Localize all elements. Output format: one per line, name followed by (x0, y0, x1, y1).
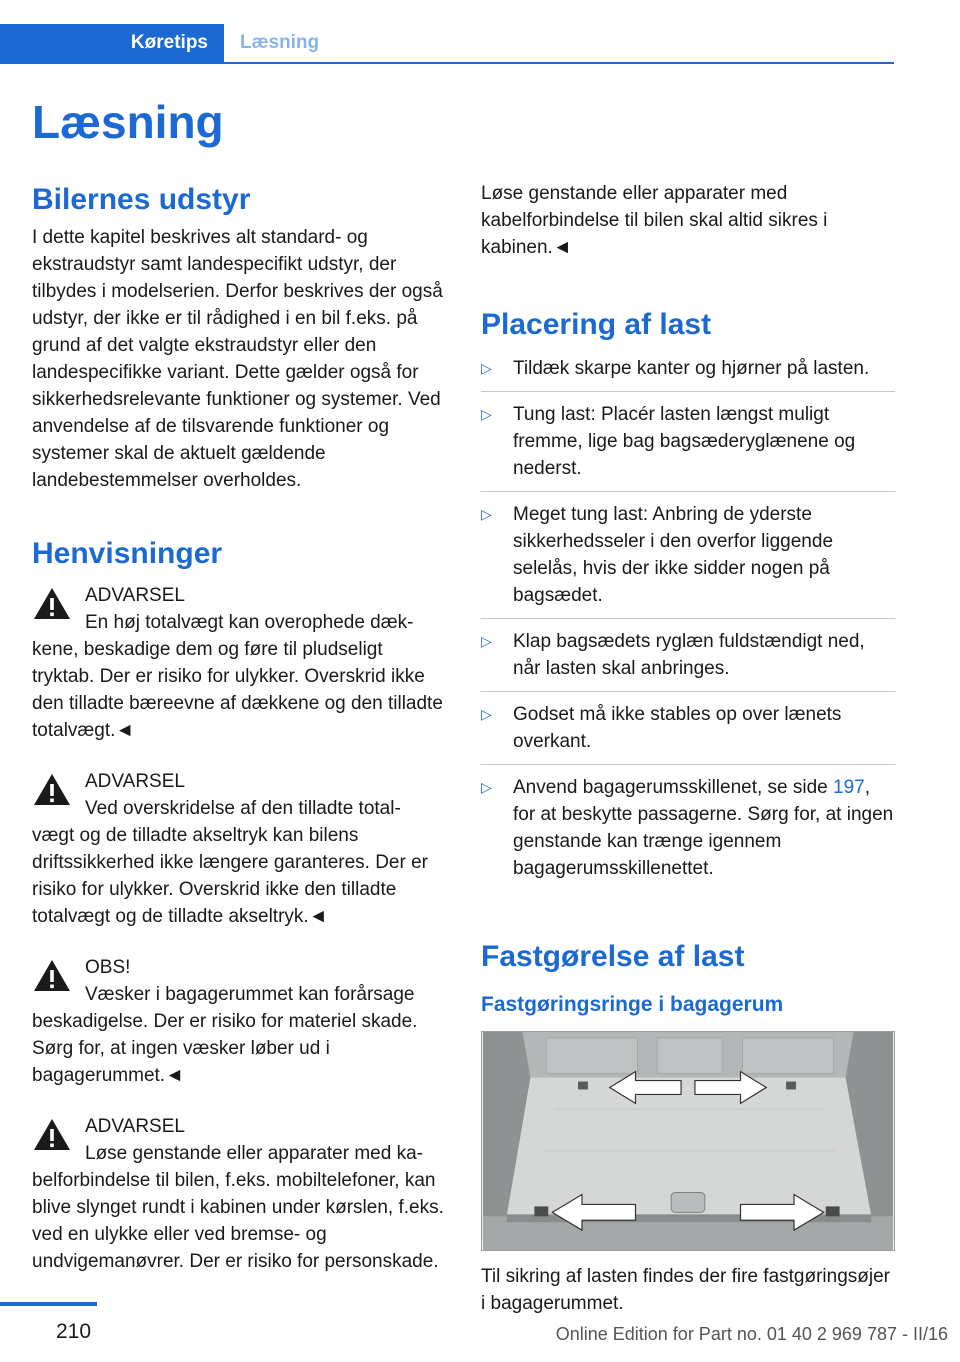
list-item (481, 628, 895, 692)
warning-lead: En høj totalvægt kan overophede dæk- (85, 612, 414, 633)
list-item-text-end: , for at beskytte passagerne. Sørg for, at ingen genstande kan trænge igennem bagagerumsskillenettet. (513, 777, 894, 879)
right-column (481, 180, 895, 1317)
warning-text: belforbindelse til bilen, f.eks. mobiltelefoner, kan blive slynget rundt i kabinen under kørslen, f.eks. ved en ulykke eller ved bremse- og undvigemanøvrer. Der er risiko for personskade. (32, 1170, 444, 1272)
warning-title: ADVARSEL (85, 771, 185, 792)
list-item-text: Meget tung last: Anbring de yderste sikkerhedsseler i den overfor liggende selelås, hvis der ikke sidder nogen på bagsædet. (513, 504, 834, 606)
tab-koretips[interactable] (0, 24, 224, 62)
warning-block (32, 1113, 446, 1275)
warning-triangle-icon (32, 772, 72, 808)
list-item (481, 401, 895, 492)
footer-rule (0, 1302, 97, 1306)
tab-koretips-label: Køretips (130, 32, 208, 53)
warning-triangle-icon (32, 958, 72, 994)
warning-title: ADVARSEL (85, 1116, 185, 1137)
placement-list (481, 355, 895, 891)
notice-block (32, 954, 446, 1089)
header-tabs (0, 24, 894, 64)
list-item-text: Klap bagsædets ryglæn fuldstændigt ned, når lasten skal anbringes. (513, 631, 865, 679)
cargo-area-photo (481, 1031, 895, 1251)
left-column (32, 180, 446, 1275)
list-item-text: Tildæk skarpe kanter og hjørner på lasten. (513, 358, 870, 379)
triangle-bullet-icon: ▷ (481, 633, 492, 649)
warning-continuation: Løse genstande eller apparater med kabelforbindelse til bilen skal altid sikres i kabinen.◄ (481, 183, 828, 258)
list-item (481, 501, 895, 619)
section-heading-bilernes-udstyr: Bilernes udstyr (32, 183, 251, 216)
triangle-bullet-icon: ▷ (481, 506, 492, 522)
triangle-bullet-icon: ▷ (481, 406, 492, 422)
warning-text: kene, beskadige dem og føre til pludseligt tryktab. Der er risiko for ulykker. Overskrid ikke den tilladte bæreevne af dækkene og den tilladte totalvægt.◄ (32, 639, 443, 741)
list-item (481, 701, 895, 765)
warning-block (32, 582, 446, 744)
warning-triangle-icon (32, 1117, 72, 1153)
warning-triangle-icon (32, 586, 72, 622)
subheading-fastgoringsringe: Fastgøringsringe i bagagerum (481, 993, 784, 1016)
list-item (481, 355, 895, 392)
photo-caption: Til sikring af lasten findes der fire fastgøringsøjer i bagagerummet. (481, 1266, 891, 1314)
warning-title: ADVARSEL (85, 585, 185, 606)
section-heading-fastgorelse-af-last: Fastgørelse af last (481, 940, 745, 973)
tab-laesning[interactable]: Læsning (240, 32, 320, 53)
list-item-text-start: Anvend bagagerumsskillenet, se side (513, 777, 834, 798)
list-item-text: Godset må ikke stables op over lænets overkant. (513, 704, 842, 752)
warning-lead: Ved overskridelse af den tilladte total- (85, 798, 401, 819)
list-item-text: Tung last: Placér lasten længst muligt fremme, lige bag bagsæderyglænene og nederst. (513, 404, 856, 479)
section-body: I dette kapitel beskrives alt standard- og ekstraudstyr samt landespecifikt udstyr, der tilbydes i modelserien. Derfor beskrives der også udstyr, der ikke er til rådighed i en bil f.eks. på grund af det valgte ekstraudstyr eller den landespecifikke variant. Dette gælder også for sikkerhedsrelevante funktioner og systemer. Ved anvendelse af de tilsvarende funktioner og systemer skal de aktuelt gældende landebestemmelser overholdes. (32, 227, 443, 491)
notice-lead: Væsker i bagagerummet kan forårsage (85, 984, 415, 1005)
triangle-bullet-icon: ▷ (481, 706, 492, 722)
warning-block (32, 768, 446, 930)
notice-text: beskadigelse. Der er risiko for materiel skade. Sørg for, at ingen væsker løber ud i bagagerummet.◄ (32, 1011, 418, 1086)
section-heading-henvisninger: Henvisninger (32, 537, 223, 570)
page-number: 210 (56, 1320, 92, 1343)
page-title: Læsning (32, 96, 224, 148)
page-link-197[interactable]: 197 (833, 777, 865, 798)
warning-lead: Løse genstande eller apparater med ka- (85, 1143, 423, 1164)
warning-text: vægt og de tilladte akseltryk kan bilens driftssikkerhed ikke længere garanteres. Der er risiko for ulykker. Overskrid ikke den tilladte totalvægt og de tilladte akseltryk.◄ (32, 825, 429, 927)
list-item (481, 774, 895, 891)
notice-title: OBS! (85, 957, 131, 978)
footer-edition: Online Edition for Part no. 01 40 2 969 787 - II/16 (555, 1324, 948, 1344)
triangle-bullet-icon: ▷ (481, 360, 492, 376)
section-heading-placering-af-last: Placering af last (481, 308, 712, 341)
triangle-bullet-icon: ▷ (481, 779, 492, 795)
